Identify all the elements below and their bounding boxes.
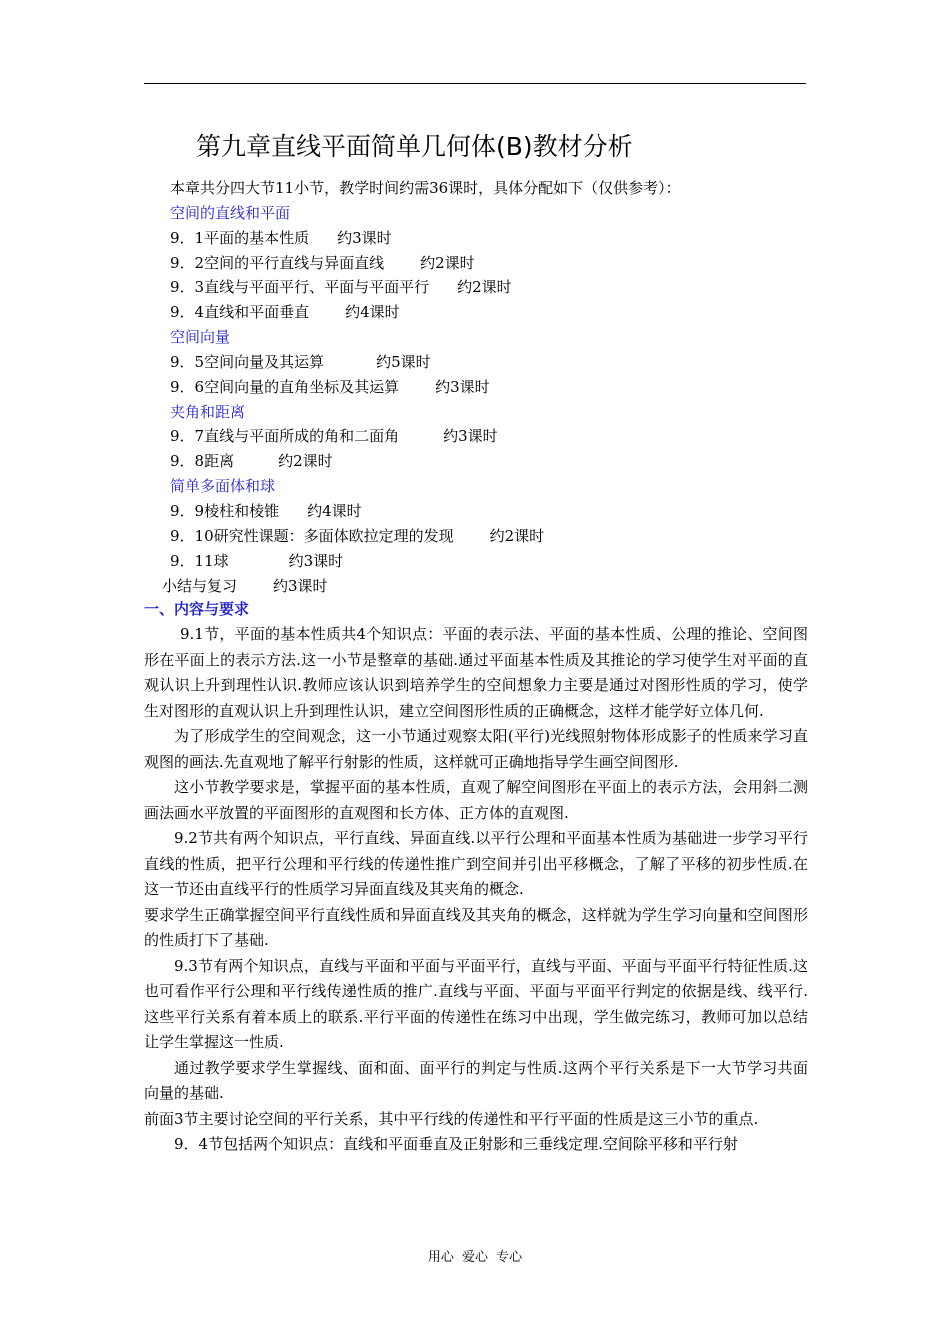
schedule-item bbox=[144, 251, 806, 276]
section-heading-content: 一、内容与要求 bbox=[144, 600, 250, 618]
item-label: 9．6空间向量的直角坐标及其运算 bbox=[170, 377, 400, 396]
paragraph: 9．4节包括两个知识点：直线和平面垂直及正射影和三垂线定理.空间除平移和平行射 bbox=[174, 1135, 738, 1153]
schedule-item bbox=[144, 524, 806, 549]
item-label: 9．5空间向量及其运算 bbox=[170, 352, 325, 371]
item-label: 9．7直线与平面所成的角和二面角 bbox=[170, 427, 400, 446]
item-label: 9．11球 bbox=[170, 551, 229, 570]
item-label: 9．3直线与平面平行、平面与平面平行 bbox=[170, 278, 430, 297]
schedule-outline bbox=[144, 176, 806, 598]
schedule-item bbox=[144, 350, 806, 375]
body-text bbox=[144, 622, 808, 1158]
item-label: 9．10研究性课题：多面体欧拉定理的发现 bbox=[170, 526, 454, 545]
item-hours: 约3课时 bbox=[337, 228, 392, 247]
schedule-item bbox=[144, 424, 806, 449]
item-hours: 约3课时 bbox=[443, 427, 498, 446]
item-hours: 约2课时 bbox=[457, 278, 512, 297]
item-hours: 约4课时 bbox=[307, 501, 362, 520]
section-heading: 空间向量 bbox=[170, 328, 231, 347]
schedule-item bbox=[144, 549, 806, 574]
section-heading: 空间的直线和平面 bbox=[170, 203, 291, 222]
schedule-item bbox=[144, 375, 806, 400]
paragraph: 要求学生正确掌握空间平行直线性质和异面直线及其夹角的概念，这样就为学生学习向量和空间图形的性质打下了基础. bbox=[144, 905, 808, 949]
page-footer: 用心 爱心 专心 bbox=[427, 1250, 523, 1265]
paragraph: 为了形成学生的空间观念，这一小节通过观察太阳(平行)光线照射物体形成影子的性质来学习直观图的画法.先直观地了解平行射影的性质，这样就可正确地指导学生画空间图形. bbox=[144, 727, 808, 771]
schedule-item bbox=[144, 275, 806, 300]
item-hours: 约2课时 bbox=[420, 253, 475, 272]
header-rule bbox=[144, 83, 806, 84]
item-hours: 约3课时 bbox=[288, 551, 344, 570]
schedule-item bbox=[144, 499, 806, 524]
schedule-intro: 本章共分四大节11小节，教学时间约需36课时，具体分配如下（仅供参考）： bbox=[170, 179, 681, 197]
section-heading: 夹角和距离 bbox=[170, 402, 246, 421]
item-label: 9．8距离 bbox=[170, 452, 235, 471]
item-hours: 约2课时 bbox=[278, 452, 333, 471]
paragraph: 前面3节主要讨论空间的平行关系，其中平行线的传递性和平行平面的性质是这三小节的重点. bbox=[144, 1109, 759, 1128]
item-label: 9．9棱柱和棱锥 bbox=[170, 501, 280, 520]
schedule-item bbox=[144, 226, 806, 251]
schedule-item bbox=[144, 300, 806, 325]
paragraph: 9.3节有两个知识点，直线与平面和平面与平面平行，直线与平面、平面与平面平行特征性质.这也可看作平行公理和平行线传递性质的推广.直线与平面、平面与平面平行判定的依据是线、线平行.这些平行关系有着本质上的联系.平行平面的传递性在练习中出现，学生做完练习，教师可加以总结让学生掌握这一性质. bbox=[144, 956, 808, 1051]
item-label: 小结与复习 bbox=[162, 576, 238, 595]
paragraph: 这小节教学要求是，掌握平面的基本性质，直观了解空间图形在平面上的表示方法，会用斜二测画法画水平放置的平面图形的直观图和长方体、正方体的直观图. bbox=[144, 778, 808, 822]
item-hours: 约3课时 bbox=[435, 377, 490, 396]
item-hours: 约2课时 bbox=[489, 526, 545, 545]
paragraph: 9.2节共有两个知识点，平行直线、异面直线.以平行公理和平面基本性质为基础进一步学习平行直线的性质，把平行公理和平行线的传递性推广到空间并引出平移概念，了解了平移的初步性质.在这一节还由直线平行的性质学习异面直线及其夹角的概念. bbox=[144, 829, 808, 898]
section-heading: 简单多面体和球 bbox=[170, 477, 276, 496]
schedule-item bbox=[144, 449, 806, 474]
paragraph: 通过教学要求学生掌握线、面和面、面平行的判定与性质.这两个平行关系是下一大节学习共面向量的基础. bbox=[144, 1058, 808, 1102]
page-title: 第九章直线平面简单几何体(B)教材分析 bbox=[196, 132, 633, 161]
item-label: 9．1平面的基本性质 bbox=[170, 228, 310, 247]
item-label: 9．2空间的平行直线与异面直线 bbox=[170, 253, 385, 272]
item-hours: 约4课时 bbox=[345, 303, 400, 322]
summary-item bbox=[144, 574, 806, 599]
item-hours: 约3课时 bbox=[273, 576, 328, 595]
item-label: 9．4直线和平面垂直 bbox=[170, 303, 310, 322]
paragraph: 9.1节，平面的基本性质共4个知识点：平面的表示法、平面的基本性质、公理的推论、空间图形在平面上的表示方法.这一小节是整章的基础.通过平面基本性质及其推论的学习使学生对平面的直观认识上升到理性认识.教师应该认识到培养学生的空间想象力主要是通过对图形性质的学习，使学生对图形的直观认识上升到理性认识，建立空间图形性质的正确概念，这样才能学好立体几何. bbox=[144, 625, 808, 720]
item-hours: 约5课时 bbox=[376, 352, 431, 371]
